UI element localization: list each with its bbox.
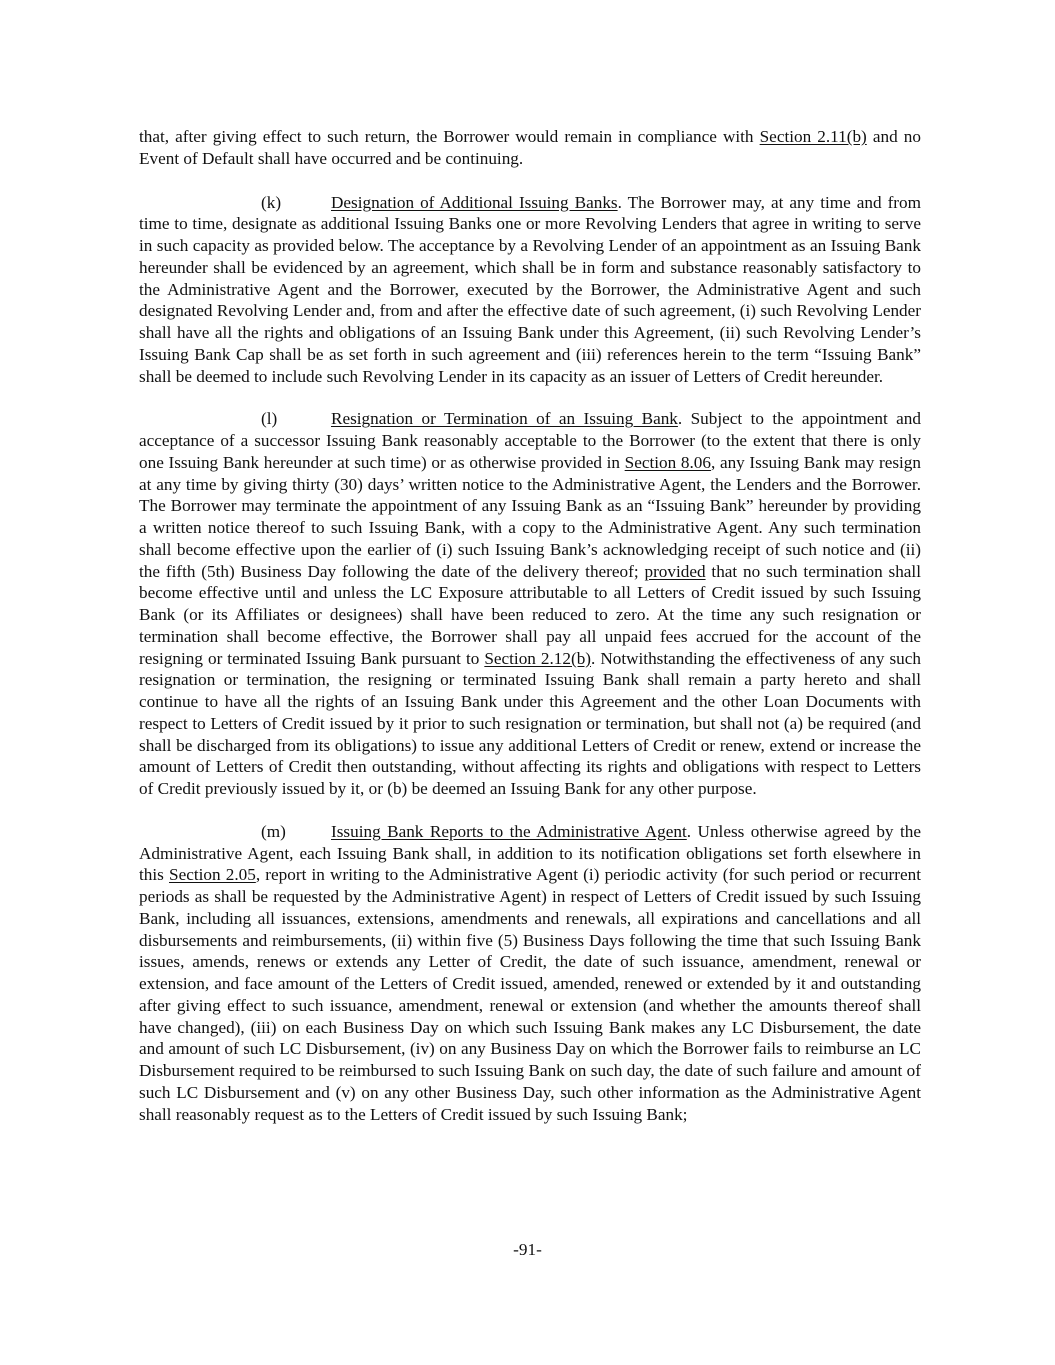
continuation-text-1: that, after giving effect to such return, the Borrower would remain in compliance with	[139, 127, 760, 146]
paragraph-l	[139, 408, 921, 800]
paragraph-k-body: . The Borrower may, at any time and from time to time, designate as additional Issuing Banks one or more Revolving Lenders that agree in writing to serve in such capacity as provided below. The acceptance by a Revolving Lender of an appointment as an Issuing Bank hereunder shall be evidenced by an agreement, which shall be in form and substance reasonably satisfactory to the Administrative Agent and the Borrower, executed by the Borrower, the Administrative Agent and such designated Revolving Lender and, from and after the effective date of such agreement, (i) such Revolving Lender shall have all the rights and obligations of an Issuing Bank under this Agreement, (ii) such Revolving Lender’s Issuing Bank Cap shall be as set forth in such agreement and (iii) references herein to the term “Issuing Bank” shall be deemed to include such Revolving Lender in its capacity as an issuer of Letters of Credit hereunder.	[139, 192, 921, 386]
paragraph-m-text-1: . Unless otherwise agreed by the Administrative Agent, each Issuing Bank shall, in addition to its notification obligations set forth elsewhere in this	[139, 821, 921, 885]
paragraph-l-marker: (l)	[261, 409, 278, 429]
paragraph-k-heading: Designation of Additional Issuing Banks	[331, 192, 618, 212]
paragraph-l-text-3: that no such termination shall become effective until and unless the LC Exposure attributable to all Letters of Credit issued by such Issuing Bank (or its Affiliates or designees) shall have been reduced to zero. At the time any such resignation or termination shall become effective, the Borrower shall pay all unpaid fees accrued for the account of the resigning or terminated Issuing Bank pursuant to	[139, 561, 921, 668]
paragraph-m-text-2: , report in writing to the Administrative Agent (i) periodic activity (for such period or recurrent periods as shall be requested by the Administrative Agent) in respect of Letters of Credit issued by such Issuing Bank, including all issuances, extensions, amendments and renewals, all expirations and cancellations and all disbursements and reimbursements, (ii) within five (5) Business Days following the time that such Issuing Bank issues, amends, renews or extends any Letter of Credit, the date of such issuance, amendment, renewal or extension, and face amount of the Letters of Credit issued, amended, renewed or extended by it and outstanding after giving effect to such issuance, amendment, renewal or extension (and whether the amounts thereof shall have changed), (iii) on each Business Day on which such Issuing Bank makes any LC Disbursement, the date and amount of such LC Disbursement, (iv) on any Business Day on which the Borrower fails to reimburse an LC Disbursement required to be reimbursed to such Issuing Bank on such day, the date of such failure and amount of such LC Disbursement and (v) on any other Business Day, such other information as the Administrative Agent shall reasonably request as to the Letters of Credit issued by such Issuing Bank;	[139, 865, 921, 1124]
continuation-text-2: and no Event of Default shall have occurred and be continuing.	[139, 127, 921, 168]
paragraph-k-marker: (k)	[261, 192, 282, 212]
section-2-05-reference: Section 2.05	[169, 865, 256, 885]
paragraph-l-text-2: , any Issuing Bank may resign at any time by giving thirty (30) days’ written notice to the Administrative Agent, the Lenders and the Borrower. The Borrower may terminate the appointment of any Issuing Bank as an “Issuing Bank” hereunder by providing a written notice thereof to such Issuing Bank, with a copy to the Administrative Agent. Any such termination shall become effective upon the earlier of (i) such Issuing Bank’s acknowledging receipt of such notice and (ii) the fifth (5th) Business Day following the date of the delivery thereof;	[139, 452, 921, 581]
paragraph-l-text-4: . Notwithstanding the effectiveness of any such resignation or termination, the resigning or terminated Issuing Bank shall remain a party hereto and shall continue to have all the rights of an Issuing Bank under this Agreement and the other Loan Documents with respect to Letters of Credit issued by it prior to such resignation or termination, but shall not (a) be required (and shall be discharged from its obligations) to issue any additional Letters of Credit or renew, extend or increase the amount of Letters of Credit then outstanding, without affecting its rights and obligations with respect to Letters of Credit previously issued by it, or (b) be deemed an Issuing Bank for any other purpose.	[139, 648, 921, 798]
page-number: -91-	[513, 1240, 542, 1259]
paragraph-k	[139, 192, 921, 388]
section-2-11-b-reference: Section 2.11(b)	[759, 127, 867, 146]
provided-term: provided	[644, 561, 706, 581]
document-page-body	[139, 126, 921, 1146]
paragraph-m	[139, 821, 921, 1126]
paragraph-m-marker: (m)	[261, 821, 286, 841]
section-2-12-b-reference: Section 2.12(b)	[484, 648, 592, 668]
paragraph-m-heading: Issuing Bank Reports to the Administrative Agent	[331, 821, 687, 841]
paragraph-l-text-1: . Subject to the appointment and acceptance of a successor Issuing Bank reasonably acceptable to the Borrower (to the extent that there is only one Issuing Bank hereunder at such time) or as otherwise provided in	[139, 409, 921, 472]
paragraph-l-heading: Resignation or Termination of an Issuing Bank	[331, 409, 678, 429]
section-8-06-reference: Section 8.06	[624, 452, 711, 472]
continuation-paragraph	[139, 126, 921, 170]
